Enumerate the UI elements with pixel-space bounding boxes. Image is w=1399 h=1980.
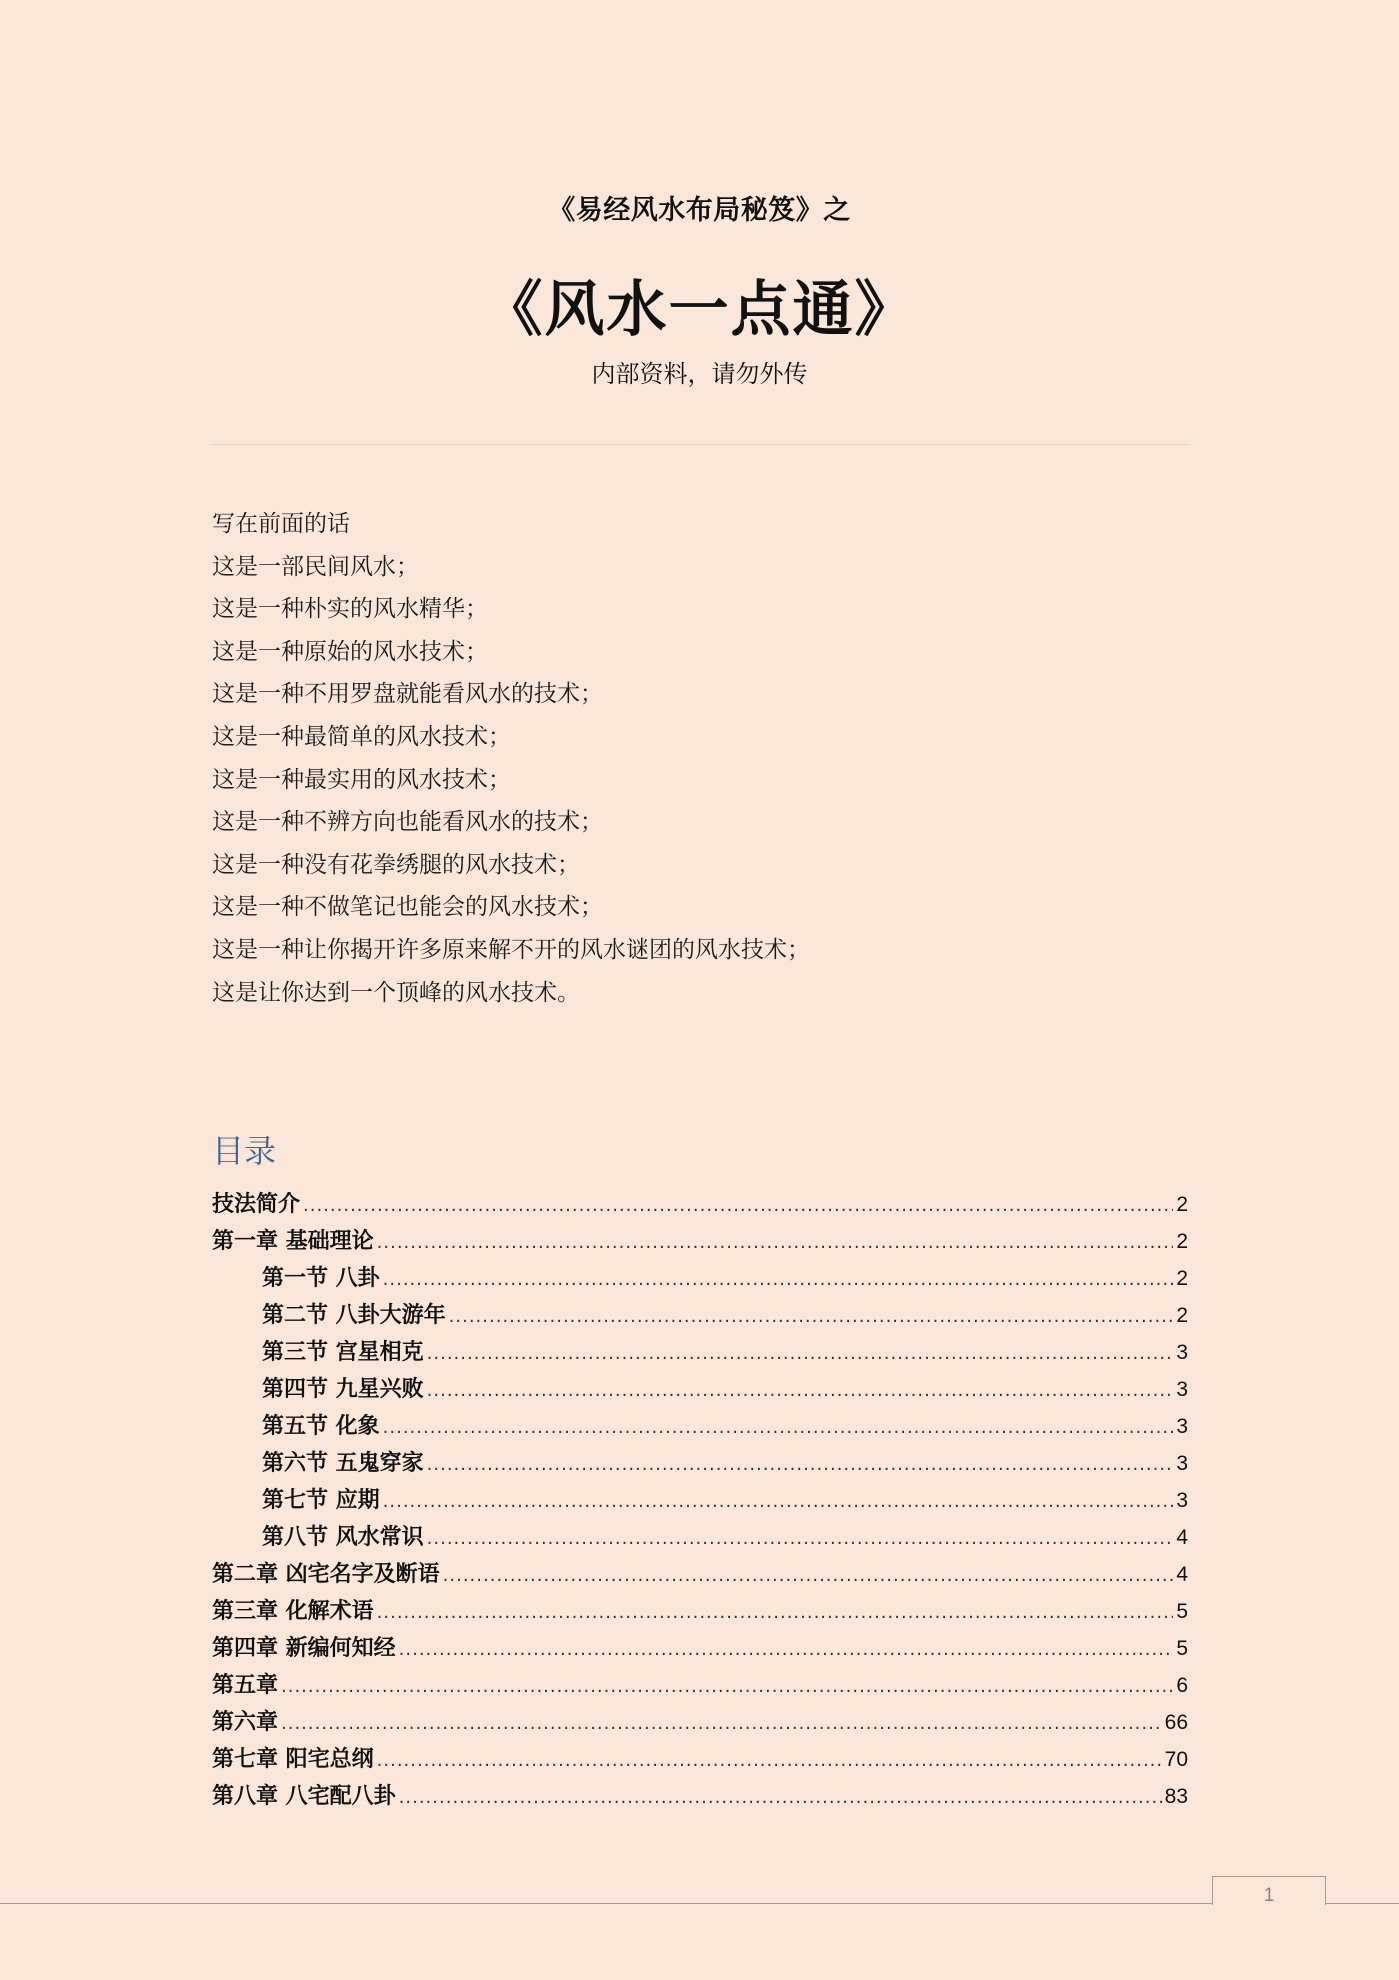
toc-entry-label: 第五节 化象 xyxy=(262,1414,380,1439)
toc-entry[interactable] xyxy=(212,1260,1188,1297)
toc-entry[interactable] xyxy=(212,1445,1188,1482)
toc-leader-dots xyxy=(383,1409,1174,1446)
toc-entry-label: 第三节 宫星相克 xyxy=(262,1340,424,1365)
toc-leader-dots xyxy=(377,1594,1174,1631)
toc-heading: 目录 xyxy=(212,1132,277,1170)
toc-entry-label: 第五章 xyxy=(212,1673,279,1698)
toc-leader-dots xyxy=(449,1298,1174,1335)
toc-entry-page: 2 xyxy=(1176,1230,1188,1253)
preface-line: 这是一种最简单的风水技术； xyxy=(212,723,511,750)
preface-line: 这是一种让你揭开许多原来解不开的风水谜团的风水技术； xyxy=(212,936,810,963)
main-title: 《风水一点通》 xyxy=(482,275,917,345)
toc-entry[interactable] xyxy=(212,1371,1188,1408)
toc-entry[interactable] xyxy=(212,1556,1188,1593)
toc-leader-dots xyxy=(427,1372,1174,1409)
preface-line: 这是一种没有花拳绣腿的风水技术； xyxy=(212,851,580,878)
toc-leader-dots xyxy=(399,1631,1174,1668)
toc-entry[interactable] xyxy=(212,1741,1188,1778)
toc-leader-dots xyxy=(427,1446,1174,1483)
toc-entry-label: 第一章 基础理论 xyxy=(212,1229,374,1254)
toc-entry-page: 3 xyxy=(1176,1378,1188,1401)
toc-entry-page: 3 xyxy=(1176,1452,1188,1475)
toc-entry-label: 第一节 八卦 xyxy=(262,1266,380,1291)
table-of-contents xyxy=(212,1186,1188,1815)
toc-leader-dots xyxy=(427,1520,1174,1557)
toc-entry-label: 第七章 阳宅总纲 xyxy=(212,1747,374,1772)
toc-entry[interactable] xyxy=(212,1408,1188,1445)
subtitle: 内部资料，请勿外传 xyxy=(591,360,808,388)
preface-line: 这是一部民间风水； xyxy=(212,553,419,580)
page-number: 1 xyxy=(1263,1885,1275,1906)
toc-leader-dots xyxy=(443,1557,1174,1594)
toc-entry-page: 3 xyxy=(1176,1489,1188,1512)
preface-line: 这是一种不做笔记也能会的风水技术； xyxy=(212,894,603,921)
toc-leader-dots xyxy=(377,1742,1162,1779)
series-title: 《易经风水布局秘笈》之 xyxy=(548,195,851,226)
toc-entry-page: 70 xyxy=(1164,1748,1188,1771)
toc-leader-dots xyxy=(303,1187,1173,1224)
toc-entry-page: 83 xyxy=(1164,1785,1188,1808)
toc-entry-page: 4 xyxy=(1176,1526,1188,1549)
toc-leader-dots xyxy=(427,1335,1174,1372)
toc-entry-label: 第四节 九星兴败 xyxy=(262,1377,424,1402)
toc-entry-label: 第七节 应期 xyxy=(262,1488,380,1513)
toc-entry[interactable] xyxy=(212,1186,1188,1223)
toc-entry[interactable] xyxy=(212,1297,1188,1334)
toc-leader-dots xyxy=(399,1779,1162,1816)
toc-entry-label: 第四章 新编何知经 xyxy=(212,1636,396,1661)
toc-entry-label: 第三章 化解术语 xyxy=(212,1599,374,1624)
toc-entry-page: 2 xyxy=(1176,1193,1188,1216)
preface-line: 这是让你达到一个顶峰的风水技术。 xyxy=(212,979,580,1006)
toc-entry-page: 5 xyxy=(1176,1637,1188,1660)
toc-entry-label: 第八章 八宅配八卦 xyxy=(212,1784,396,1809)
toc-leader-dots xyxy=(281,1668,1173,1705)
toc-entry-label: 第八节 风水常识 xyxy=(262,1525,424,1550)
toc-entry[interactable] xyxy=(212,1630,1188,1667)
preface-line: 这是一种不用罗盘就能看风水的技术； xyxy=(212,681,603,708)
preface-line: 这是一种原始的风水技术； xyxy=(212,638,488,665)
toc-entry-page: 2 xyxy=(1176,1267,1188,1290)
toc-leader-dots xyxy=(383,1261,1174,1298)
preface-heading: 写在前面的话 xyxy=(212,511,350,537)
toc-entry-page: 66 xyxy=(1164,1711,1188,1734)
toc-entry-page: 3 xyxy=(1176,1341,1188,1364)
toc-entry-label: 第六节 五鬼穿家 xyxy=(262,1451,424,1476)
toc-entry-page: 2 xyxy=(1176,1304,1188,1327)
toc-entry-page: 6 xyxy=(1176,1674,1188,1697)
toc-leader-dots xyxy=(377,1224,1174,1261)
preface-section xyxy=(212,503,1188,1014)
preface-line: 这是一种最实用的风水技术； xyxy=(212,766,511,793)
toc-entry-page: 4 xyxy=(1176,1563,1188,1586)
toc-entry-label: 第二节 八卦大游年 xyxy=(262,1303,446,1328)
toc-entry-page: 5 xyxy=(1176,1600,1188,1623)
preface-line: 这是一种不辨方向也能看风水的技术； xyxy=(212,809,603,836)
toc-entry[interactable] xyxy=(212,1704,1188,1741)
toc-entry[interactable] xyxy=(212,1482,1188,1519)
toc-entry[interactable] xyxy=(212,1667,1188,1704)
toc-leader-dots xyxy=(281,1705,1162,1742)
header-divider xyxy=(212,444,1188,445)
toc-entry[interactable] xyxy=(212,1223,1188,1260)
toc-entry-page: 3 xyxy=(1176,1415,1188,1438)
toc-entry-label: 第二章 凶宅名字及断语 xyxy=(212,1562,440,1587)
preface-line: 这是一种朴实的风水精华； xyxy=(212,596,488,623)
footer-rule xyxy=(0,1903,1399,1904)
toc-entry[interactable] xyxy=(212,1593,1188,1630)
toc-entry-label: 技法简介 xyxy=(212,1192,301,1217)
toc-entry[interactable] xyxy=(212,1334,1188,1371)
toc-leader-dots xyxy=(383,1483,1174,1520)
toc-entry[interactable] xyxy=(212,1778,1188,1815)
page-number-tab xyxy=(1212,1876,1326,1905)
toc-entry[interactable] xyxy=(212,1519,1188,1556)
toc-entry-label: 第六章 xyxy=(212,1710,279,1735)
